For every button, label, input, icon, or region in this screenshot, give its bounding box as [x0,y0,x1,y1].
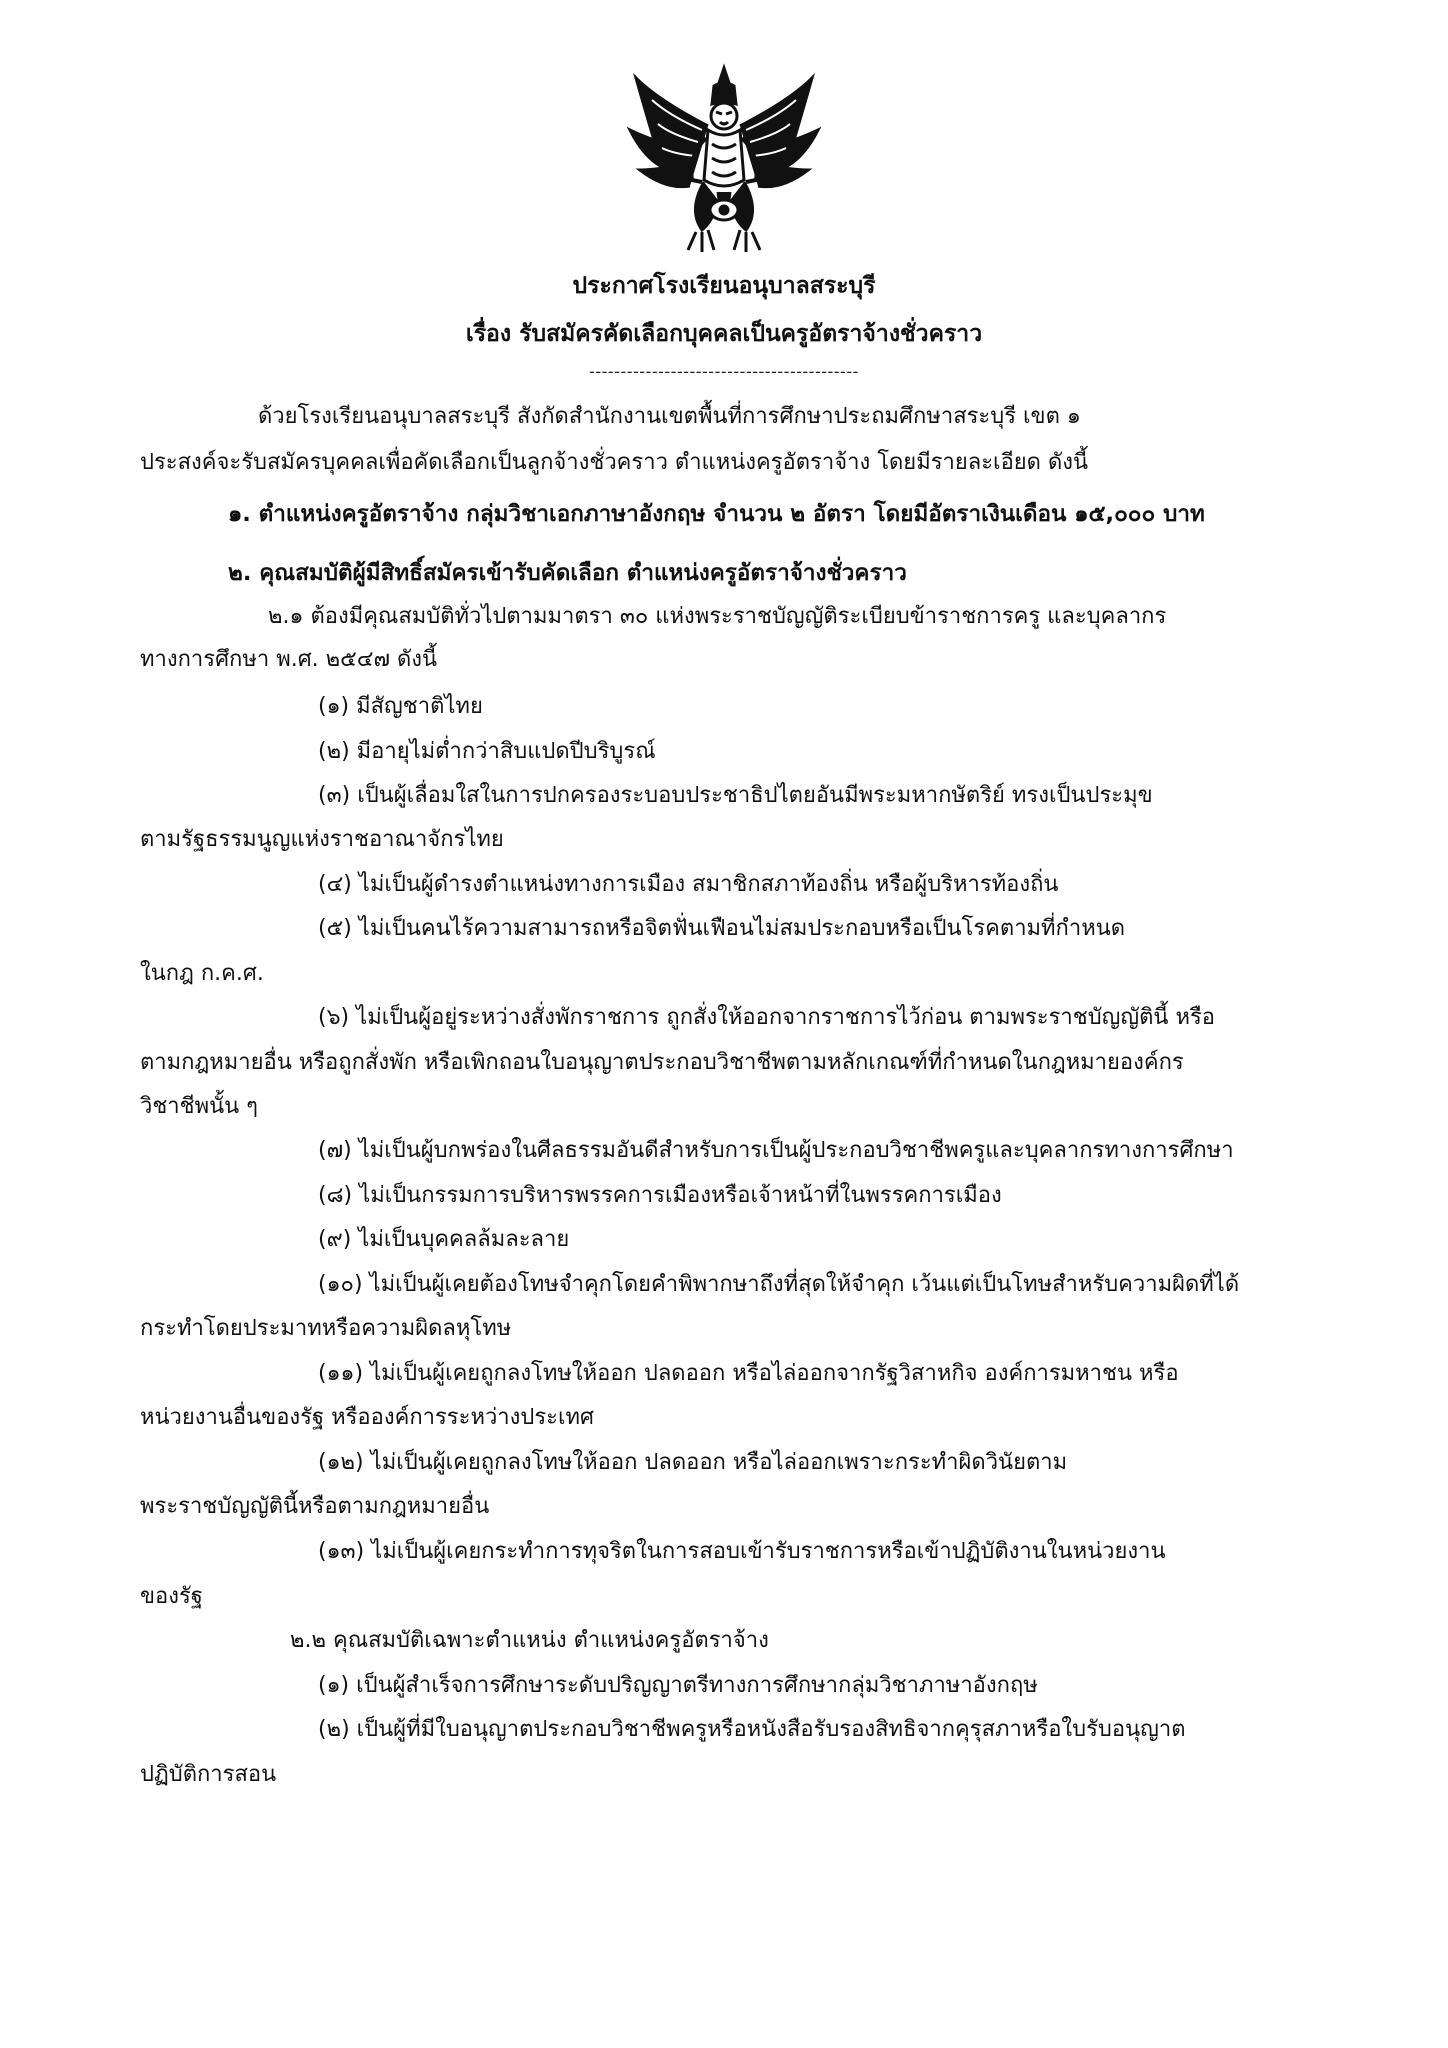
qualification-item-cont: ของรัฐ [140,1584,203,1609]
specific-qualification-item-cont: ปฏิบัติการสอน [140,1762,277,1787]
qualification-item: (๕) ไม่เป็นคนไร้ความสามารถหรือจิตฟั่นเฟือนไม่สมประกอบหรือเป็นโรคตามที่กำหนด [318,916,1126,941]
section-2-heading: ๒. คุณสมบัติผู้มีสิทธิ์สมัครเข้ารับคัดเลือก ตำแหน่งครูอัตราจ้างชั่วคราว [228,560,907,586]
qualification-item: (๑๓) ไม่เป็นผู้เคยกระทำการทุจริตในการสอบเข้ารับราชการหรือเข้าปฏิบัติงานในหน่วยงาน [318,1539,1166,1564]
qualification-item-cont: พระราชบัญญัตินี้หรือตามกฎหมายอื่น [140,1494,490,1519]
qualification-item: (๙) ไม่เป็นบุคคลล้มละลาย [318,1227,570,1252]
qualification-item-cont: หน่วยงานอื่นของรัฐ หรือองค์การระหว่างประเทศ [140,1405,594,1430]
subsection-2-1-line: ๒.๑ ต้องมีคุณสมบัติทั่วไปตามมาตรา ๓๐ แห่งพระราชบัญญัติระเบียบข้าราชการครู และบุคลากร [268,604,1167,629]
document-subject: เรื่อง รับสมัครคัดเลือกบุคคลเป็นครูอัตราจ้างชั่วคราว [465,321,983,347]
garuda-emblem-icon [618,60,830,260]
qualification-item: (๑๑) ไม่เป็นผู้เคยถูกลงโทษให้ออก ปลดออก หรือไล่ออกจากรัฐวิสาหกิจ องค์การมหาชน หรือ [318,1361,1179,1386]
subsection-2-2-heading: ๒.๒ คุณสมบัติเฉพาะตำแหน่ง ตำแหน่งครูอัตราจ้าง [290,1628,769,1653]
qualification-item: (๘) ไม่เป็นกรรมการบริหารพรรคการเมืองหรือเจ้าหน้าที่ในพรรคการเมือง [318,1183,1002,1208]
qualification-item-cont: ตามรัฐธรรมนูญแห่งราชอาณาจักรไทย [140,827,504,852]
qualification-item: (๑๐) ไม่เป็นผู้เคยต้องโทษจำคุกโดยคำพิพากษาถึงที่สุดให้จำคุก เว้นแต่เป็นโทษสำหรับความผิดที่ได้ [318,1272,1240,1297]
qualification-item: (๗) ไม่เป็นผู้บกพร่องในศีลธรรมอันดีสำหรับการเป็นผู้ประกอบวิชาชีพครูและบุคลากรทางการศึกษา [318,1138,1234,1163]
specific-qualification-item: (๑) เป็นผู้สำเร็จการศึกษาระดับปริญญาตรีทางการศึกษากลุ่มวิชาภาษาอังกฤษ [318,1673,1038,1698]
qualification-item: (๔) ไม่เป็นผู้ดำรงตำแหน่งทางการเมือง สมาชิกสภาท้องถิ่น หรือผู้บริหารท้องถิ่น [318,872,1059,897]
qualification-item: (๑๒) ไม่เป็นผู้เคยถูกลงโทษให้ออก ปลดออก หรือไล่ออกเพราะกระทำผิดวินัยตาม [318,1450,1068,1475]
document-title: ประกาศโรงเรียนอนุบาลสระบุรี [572,273,876,299]
qualification-item-cont: ตามกฎหมายอื่น หรือถูกสั่งพัก หรือเพิกถอนใบอนุญาตประกอบวิชาชีพตามหลักเกณฑ์ที่กำหนดในกฎหมายองค์กร [140,1050,1184,1075]
qualification-item-cont: กระทำโดยประมาทหรือความผิดลหุโทษ [140,1316,512,1341]
intro-line: ประสงค์จะรับสมัครบุคคลเพื่อคัดเลือกเป็นลูกจ้างชั่วคราว ตำแหน่งครูอัตราจ้าง โดยมีรายละเอียด ดังนี้ [140,450,1089,475]
qualification-item: (๑) มีสัญชาติไทย [318,694,483,719]
section-1-heading: ๑. ตำแหน่งครูอัตราจ้าง กลุ่มวิชาเอกภาษาอังกฤษ จำนวน ๒ อัตรา โดยมีอัตราเงินเดือน ๑๕,๐๐๐ บาท [228,501,1205,527]
qualification-item: (๒) มีอายุไม่ต่ำกว่าสิบแปดปีบริบูรณ์ [318,739,656,764]
subsection-2-1-line: ทางการศึกษา พ.ศ. ๒๕๔๗ ดังนี้ [140,647,438,672]
qualification-item-cont: ในกฎ ก.ค.ศ. [140,961,264,986]
title-divider: ------------------------------------------- [589,362,859,381]
qualification-item: (๖) ไม่เป็นผู้อยู่ระหว่างสั่งพักราชการ ถูกสั่งให้ออกจากราชการไว้ก่อน ตามพระราชบัญญัตินี้ หรือ [318,1005,1215,1030]
specific-qualification-item: (๒) เป็นผู้ที่มีใบอนุญาตประกอบวิชาชีพครูหรือหนังสือรับรองสิทธิจากคุรุสภาหรือใบรับอนุญาต [318,1717,1186,1742]
qualification-item: (๓) เป็นผู้เลื่อมใสในการปกครองระบอบประชาธิปไตยอันมีพระมหากษัตริย์ ทรงเป็นประมุข [318,783,1153,808]
intro-line: ด้วยโรงเรียนอนุบาลสระบุรี สังกัดสำนักงานเขตพื้นที่การศึกษาประถมศึกษาสระบุรี เขต ๑ [258,404,1081,429]
qualification-item-cont: วิชาชีพนั้น ๆ [140,1094,258,1119]
